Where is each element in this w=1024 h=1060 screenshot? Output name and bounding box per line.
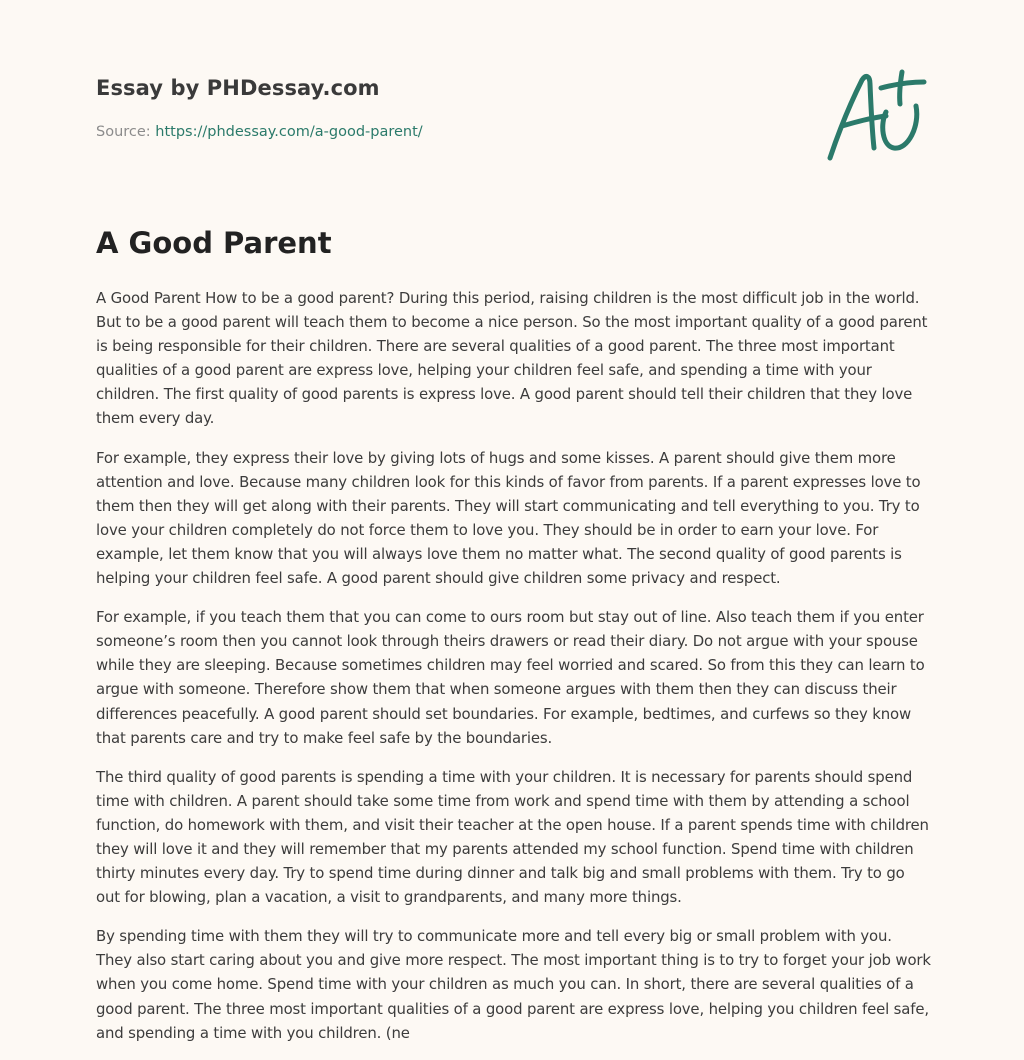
essay-paragraph: By spending time with them they will try to communicate more and tell every big or small problem with you. They also start caring about you and give more respect. The most important thing is to try to forget your job work when you come home. Spend time with your children as much you can. In short, there are several qualities of a good parent. The three most important qualities of a good parent are express love, helping you children feel safe, and spending a time with you children. (ne	[96, 927, 931, 1042]
essay-title: A Good Parent	[96, 226, 332, 260]
essay-paragraph: The third quality of good parents is spending a time with your children. It is necessary for parents should spend time with children. A parent should take some time from work and spend time with them by attending a school function, do homework with them, and visit their teacher at the open house. If a parent spends time with children they will love it and they will remember that my parents attended my school function. Spend time with children thirty minutes every day. Try to spend time during dinner and talk big and small problems with them. Try to go out for blowing, plan a vacation, a visit to grandparents, and many more things.	[96, 767, 929, 907]
source-line	[96, 124, 423, 140]
essay-paragraph: A Good Parent How to be a good parent? During this period, raising children is the most difficult job in the world. But to be a good parent will teach them to become a nice person. So the most important quality of a good parent is being responsible for their children. There are several qualities of a good parent. The three most important qualities of a good parent are express love, helping your children feel safe, and spending a time with your children. The first quality of good parents is express love. A good parent should tell their children that they love them every day.	[96, 289, 928, 428]
source-link[interactable]: https://phdessay.com/a-good-parent/	[155, 124, 423, 140]
site-brand: Essay by PHDessay.com	[96, 76, 380, 100]
essay-body	[96, 286, 932, 1060]
essay-paragraph: For example, they express their love by giving lots of hugs and some kisses. A parent should give them more attention and love. Because many children look for this kinds of favor from parents. If a parent expresses love to them then they will get along with their parents. They will start communicating and tell everything to you. Try to love your children completely do not force them to love you. They should be in order to earn your love. For example, let them know that you will always love them no matter what. The second quality of good parents is helping your children feel safe. A good parent should give children some privacy and respect.	[96, 448, 921, 588]
source-label: Source:	[96, 124, 156, 140]
essay-paragraph: For example, if you teach them that you can come to ours room but stay out of line. Also teach them if you enter someone’s room then you cannot look through theirs drawers or read their diary. Do not argue with your spouse while they are sleeping. Because sometimes children may feel worried and scared. So from this they can learn to argue with someone. Therefore show them that when someone argues with them then they can discuss their differences peacefully. A good parent should set boundaries. For example, bedtimes, and curfews so they know that parents care and try to make feel safe by the boundaries.	[96, 608, 925, 747]
a-plus-logo-icon	[820, 64, 930, 164]
